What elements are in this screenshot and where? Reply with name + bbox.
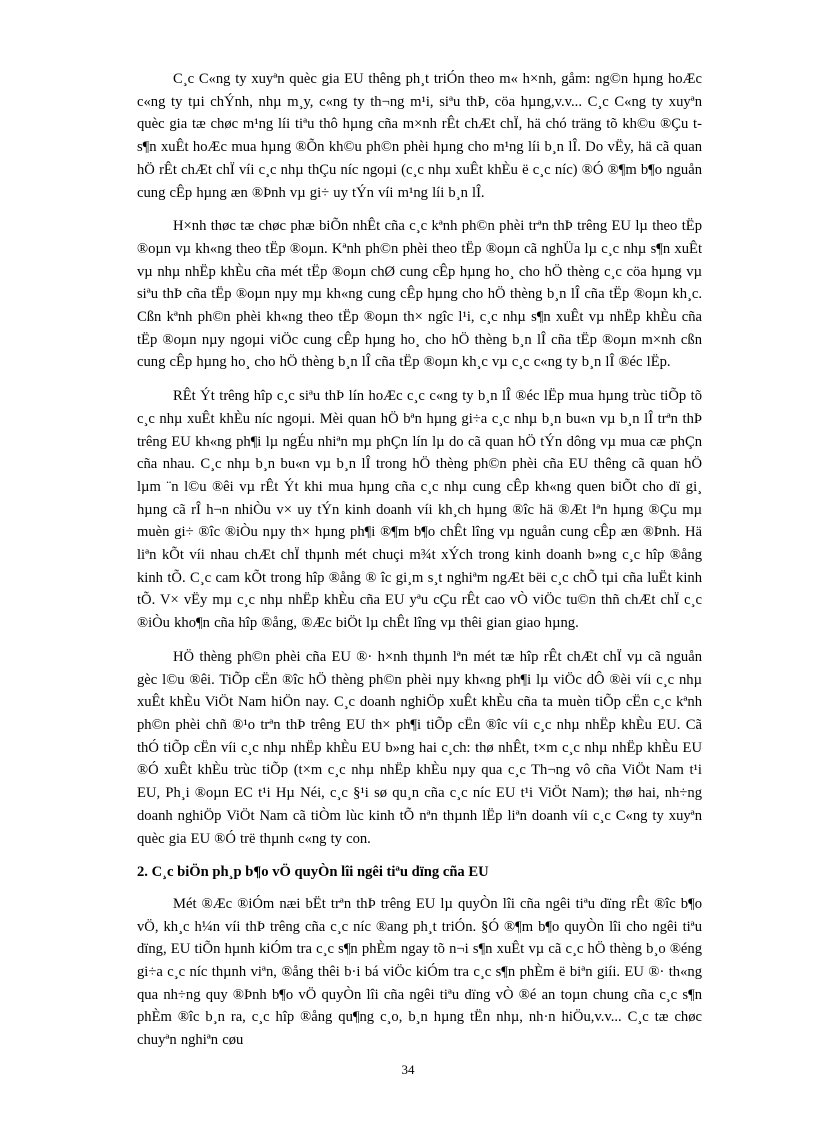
page-number: 34	[401, 1062, 415, 1077]
paragraph-2: H×nh thøc tæ chøc phæ biÕn nhÊt cña c¸c kªnh ph©n phèi trªn thÞ trêng EU lµ theo tËp ®oµn vµ kh«ng theo tËp ®oµn. Kªnh ph©n phèi theo tËp ®oµn cã nghÜa lµ c¸c nhµ s¶n xuÊt vµ nhµ nhËp khÈu cña mét tËp ®oµn chØ cung cÊp hµng ho¸ cho hÖ thèng c¸c cöa hµng vµ siªu thÞ cña tËp ®oµn nµy mµ kh«ng cung cÊp hµng cho hÖ thèng b¸n lÎ cña tËp ®oµn kh¸c. Cßn kªnh ph©n phèi kh«ng theo tËp ®oµn th× ngîc l¹i, c¸c nhµ s¶n xuÊt vµ nhËp khÈu cña tËp ®oµn nµy ngoµi viÖc cung cÊp hµng ho¸ cho hÖ thèng b¸n lÎ cña tËp ®oµn m×nh cßn cung cÊp hµng ho¸ cho hÖ thèng b¸n lÎ cña tËp ®oµn kh¸c vµ c¸c c«ng ty b¸n lÎ ®éc lËp.	[137, 218, 702, 371]
page-content	[137, 68, 702, 1063]
paragraph-5: Mét ®Æc ®iÓm næi bËt trªn thÞ trêng EU lµ quyÒn lîi cña ngêi tiªu dïng rÊt ®îc b¶o vÖ, kh¸c h¼n víi thÞ trêng cña c¸c níc ®ang ph¸t triÓn. §Ó ®¶m b¶o quyÒn lîi cho ngêi tiªu dïng, EU tiÕn hµnh kiÓm tra c¸c s¶n phÈm ngay tõ n¬i s¶n xuÊt vµ cã c¸c hÖ thèng b¸o ®éng gi÷a c¸c níc thµnh viªn, ®ång thêi b·i bá viÖc kiÓm tra c¸c s¶n phÈm ë biªn giíi. EU ®· th«ng qua nh÷ng quy ®Þnh b¶o vÖ quyÒn lîi cña ngêi tiªu dïng vÒ ®é an toµn chung cña c¸c s¶n phÈm ®îc b¸n ra, c¸c hîp ®ång qu¶ng c¸o, b¸n hµng tËn nhµ, nh·n hiÖu,v.v... C¸c tæ chøc chuyªn nghiªn cøu	[137, 895, 702, 1049]
paragraph-1: C¸c C«ng ty xuyªn quèc gia EU thêng ph¸t triÓn theo m« h×nh, gåm: ng©n hµng hoÆc c«ng ty tµi chÝnh, nhµ m¸y, c«ng ty th¬ng m¹i, siªu thÞ, cöa hµng,v.v... C¸c C«ng ty xuyªn quèc gia tæ chøc m¹ng líi tiªu thô hµng cña m×nh rÊt chÆt chÏ, hä chó träng tõ kh©u ®Çu t s¶n xuÊt hoÆc mua hµng ®Õn kh©u ph©n phèi hµng cho m¹ng líi b¸n lÎ. Do vËy, hä cã quan hÖ rÊt chÆt chÏ víi c¸c nhµ thÇu níc ngoµi (c¸c nhµ xuÊt khÈu ë c¸c níc) ®Ó ®¶m b¶o nguån cung cÊp hµng æn ®Þnh vµ gi÷ uy tÝn víi m¹ng líi b¸n lÎ.	[137, 71, 702, 201]
paragraph-4: HÖ thèng ph©n phèi cña EU ®· h×nh thµnh lªn mét tæ hîp rÊt chÆt chÏ vµ cã nguån gèc l©u ®êi. TiÕp cËn ®îc hÖ thèng ph©n phèi nµy kh«ng ph¶i lµ viÖc dÔ ®èi víi c¸c nhµ xuÊt khÈu ViÖt Nam hiÖn nay. C¸c doanh nghiÖp xuÊt khÈu cña ta muèn tiÕp cËn c¸c kªnh ph©n phèi chñ ®¹o trªn thÞ trêng EU th× ph¶i tiÕp cËn ®îc víi c¸c nhµ nhËp khÈu EU. Cã thÓ tiÕp cËn víi c¸c nhµ nhËp khÈu EU b»ng hai c¸ch: thø nhÊt, t×m c¸c nhµ nhËp khÈu EU ®Ó xuÊt khÈu trùc tiÕp (t×m c¸c nhµ nhËp khÈu nµy qua c¸c Th¬ng vô cña ViÖt Nam t¹i EU, Ph¸i ®oµn EC t¹i Hµ Néi, c¸c §¹i sø qu¸n cña c¸c níc EU t¹i ViÖt Nam); thø hai, nh÷ng doanh nghiÖp ViÖt Nam cã tiÒm lùc kinh tÕ nªn thµnh lËp liªn doanh víi c¸c C«ng ty xuyªn quèc gia EU ®Ó trë thµnh c«ng ty con.	[137, 648, 702, 847]
paragraph-3: RÊt Ýt trêng hîp c¸c siªu thÞ lín hoÆc c¸c c«ng ty b¸n lÎ ®éc lËp mua hµng trùc tiÕp tõ c¸c nhµ xuÊt khÈu níc ngoµi. Mèi quan hÖ bªn hµng gi÷a c¸c nhµ b¸n bu«n vµ b¸n lÎ trªn thÞ trêng EU kh«ng ph¶i lµ ngÉu nhiªn mµ phÇn lín lµ do cã quan hÖ tÝn dông vµ mua cæ phÇn cña nhau. C¸c nhµ b¸n bu«n vµ b¸n lÎ trong hÖ thèng ph©n phèi cña EU thêng cã quan hÖ lµm ¨n l©u ®êi vµ rÊt Ýt khi mua hµng cña c¸c nhµ cung cÊp kh«ng quen biÕt cho dï gi¸ hµng cã rÎ h¬n nhiÒu v× uy tÝn kinh doanh víi kh¸ch hµng ®îc hä ®Æt lªn hµng ®Çu mµ muèn gi÷ ®îc ®iÒu nµy th× hµng ph¶i ®¶m b¶o chÊt lîng vµ nguån cung cÊp æn ®Þnh. Hä liªn kÕt víi nhau chÆt chÏ thµnh mét chuçi m¾t xÝch trong kinh doanh b»ng c¸c hîp ®ång kinh tÕ. C¸c cam kÕt trong hîp ®ång ® îc gi¸m s¸t nghiªm ngÆt bëi c¸c chÕ tµi cña luËt kinh tÕ. V× vËy mµ c¸c nhµ nhËp khÈu cña EU yªu cÇu rÊt cao vÒ viÖc tu©n thñ chÆt chÏ c¸c ®iÒu kho¶n cña hîp ®ång, ®Æc biÖt lµ chÊt lîng vµ thêi gian giao hµng.	[137, 388, 702, 632]
section-heading: 2. C¸c biÖn ph¸p b¶o vÖ quyÒn lîi ngêi tiªu dïng cña EU	[137, 864, 489, 881]
